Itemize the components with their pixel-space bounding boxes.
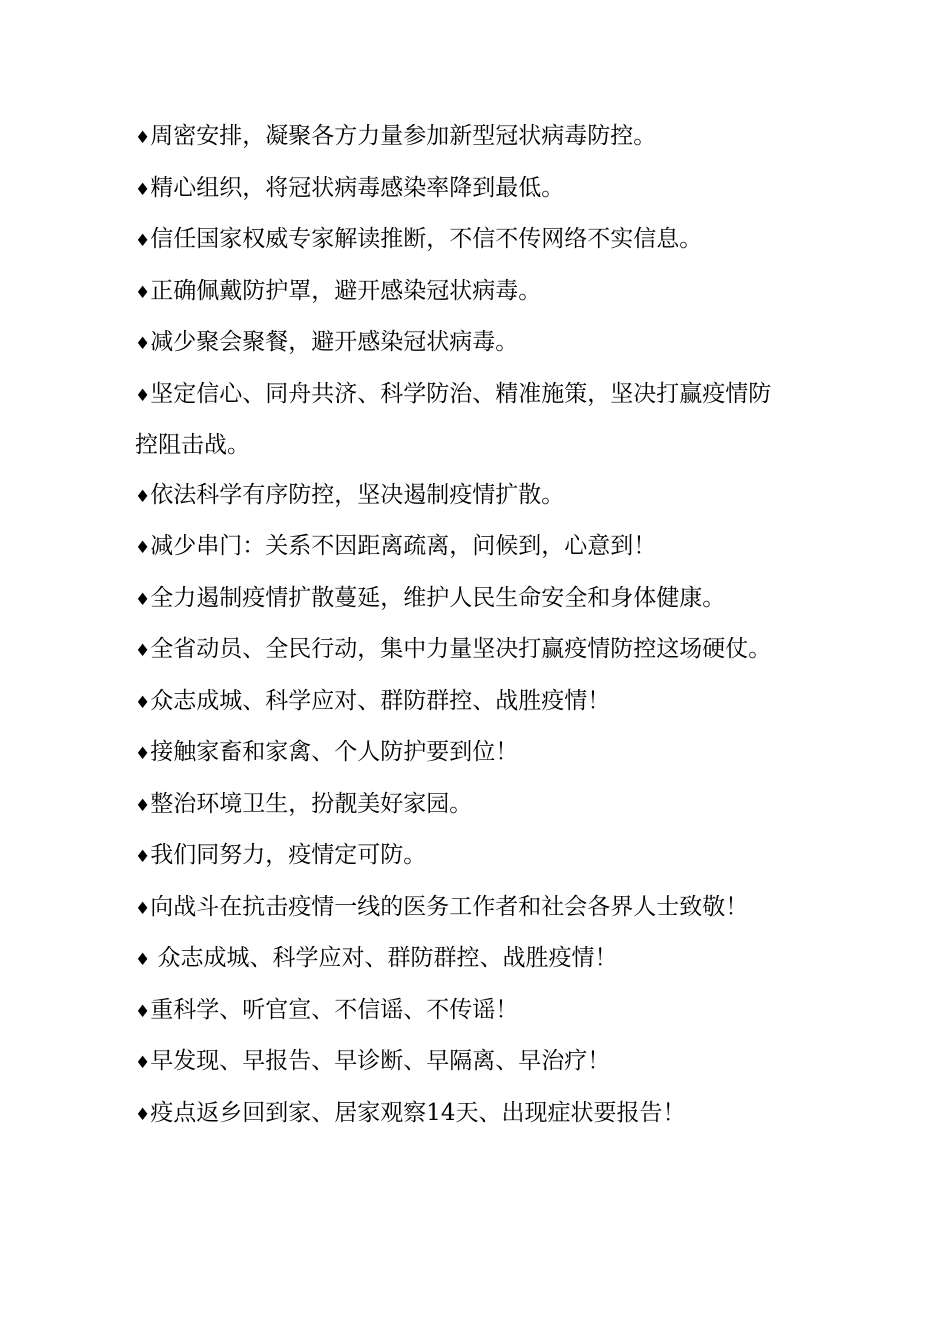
slogan-item-13 xyxy=(135,780,775,832)
diamond-bullet-icon: ♦ xyxy=(135,179,151,200)
slogan-item-14 xyxy=(135,831,775,883)
slogan-text: 正确佩戴防护罩，避开感染冠状病毒。 xyxy=(150,277,542,304)
slogan-item-11 xyxy=(135,677,775,729)
slogan-text: 周密安排，凝聚各方力量参加新型冠状病毒防控。 xyxy=(150,123,657,149)
diamond-bullet-icon: ♦ xyxy=(135,334,151,354)
slogan-text: 全力遏制疫情扩散蔓延，维护人民生命安全和身体健康。 xyxy=(150,584,726,611)
slogan-item-18 xyxy=(135,1037,775,1089)
slogan-text: 接触家畜和家禽、个人防护要到位！ xyxy=(150,739,519,765)
slogan-text: 众志成城、科学应对、群防群控、战胜疫情！ xyxy=(150,945,618,971)
diamond-bullet-icon: ♦ xyxy=(135,1053,151,1073)
slogan-item-8 xyxy=(135,522,775,574)
slogan-text: 坚定信心、同舟共济、科学防治、精准施策，坚决打赢疫情防控阻击战。 xyxy=(135,380,772,458)
slogan-item-7 xyxy=(135,471,775,523)
slogan-item-4 xyxy=(135,267,775,319)
slogan-item-2 xyxy=(135,164,775,216)
slogan-item-16 xyxy=(135,934,775,986)
diamond-bullet-icon: ♦ xyxy=(135,744,151,764)
slogan-text: 向战斗在抗击疫情一线的医务工作者和社会各界人士致敬！ xyxy=(150,893,749,920)
diamond-bullet-icon: ♦ xyxy=(135,692,151,713)
slogan-text: 信任国家权威专家解读推断，不信不传网络不实信息。 xyxy=(150,226,703,252)
diamond-bullet-icon: ♦ xyxy=(135,282,151,303)
slogan-list xyxy=(135,112,775,1140)
diamond-bullet-icon: ♦ xyxy=(135,385,151,406)
diamond-bullet-icon: ♦ xyxy=(135,589,151,610)
diamond-bullet-icon: ♦ xyxy=(135,898,151,919)
diamond-bullet-icon: ♦ xyxy=(135,950,151,970)
diamond-bullet-icon: ♦ xyxy=(135,128,151,148)
slogan-text: 整治环境卫生，扮靓美好家园。 xyxy=(150,790,473,817)
slogan-text: 全省动员、全民行动，集中力量坚决打赢疫情防控这场硬仗。 xyxy=(150,636,772,662)
diamond-bullet-icon: ♦ xyxy=(135,641,151,661)
slogan-item-3 xyxy=(135,215,775,267)
slogan-item-19 xyxy=(135,1089,775,1141)
slogan-text: 众志成城、科学应对、群防群控、战胜疫情！ xyxy=(150,687,611,714)
slogan-item-9 xyxy=(135,574,775,626)
diamond-bullet-icon: ♦ xyxy=(135,1104,151,1125)
slogan-item-10 xyxy=(135,625,775,677)
slogan-text: 疫点返乡回到家、居家观察14天、出现症状要报告！ xyxy=(150,1099,686,1126)
diamond-bullet-icon: ♦ xyxy=(135,1001,151,1022)
slogan-item-5 xyxy=(135,318,775,370)
slogan-item-6 xyxy=(135,370,775,471)
slogan-text: 减少串门：关系不因距离疏离，问候到，心意到！ xyxy=(150,533,657,559)
diamond-bullet-icon: ♦ xyxy=(135,538,151,558)
slogan-text: 精心组织，将冠状病毒感染率降到最低。 xyxy=(150,174,565,201)
slogan-item-12 xyxy=(135,728,775,780)
diamond-bullet-icon: ♦ xyxy=(135,795,151,816)
slogan-item-15 xyxy=(135,883,775,935)
slogan-text: 减少聚会聚餐，避开感染冠状病毒。 xyxy=(150,329,519,355)
slogan-text: 重科学、听官宣、不信谣、不传谣！ xyxy=(150,996,519,1023)
slogan-text: 我们同努力，疫情定可防。 xyxy=(150,842,427,868)
slogan-text: 早发现、早报告、早诊断、早隔离、早治疗！ xyxy=(150,1048,611,1074)
slogan-item-1 xyxy=(135,112,775,164)
diamond-bullet-icon: ♦ xyxy=(135,847,151,867)
slogan-item-17 xyxy=(135,986,775,1038)
diamond-bullet-icon: ♦ xyxy=(135,231,151,251)
slogan-text: 依法科学有序防控，坚决遏制疫情扩散。 xyxy=(150,481,565,508)
diamond-bullet-icon: ♦ xyxy=(135,486,151,507)
